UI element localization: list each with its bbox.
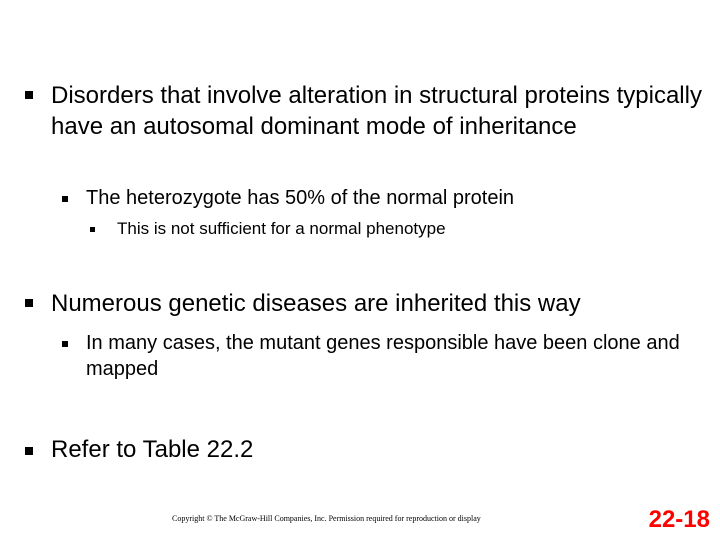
slide-number: 22-18 <box>648 506 710 533</box>
bullet-text-level1: Refer to Table 22.2 <box>51 436 254 463</box>
copyright-notice: Copyright © The McGraw-Hill Companies, Inc. Permission required for reproduction or display <box>172 514 481 523</box>
bullet-square-icon <box>25 447 33 455</box>
bullet-text-level1: Numerous genetic diseases are inherited this way <box>51 290 581 317</box>
bullet-square-icon <box>62 196 68 202</box>
bullet-square-icon <box>25 91 33 99</box>
bullet-square-icon <box>62 341 68 347</box>
bullet-square-icon <box>25 299 33 307</box>
bullet-text-level2: In many cases, the mutant genes responsible have been clone and mapped <box>86 332 680 380</box>
bullet-text-level3: This is not sufficient for a normal phenotype <box>117 219 446 238</box>
bullet-square-icon <box>90 227 95 232</box>
bullet-text-level2: The heterozygote has 50% of the normal protein <box>86 187 515 209</box>
bullet-text-level1: Disorders that involve alteration in structural proteins typically have an autosomal dominant mode of inheritance <box>51 82 702 140</box>
